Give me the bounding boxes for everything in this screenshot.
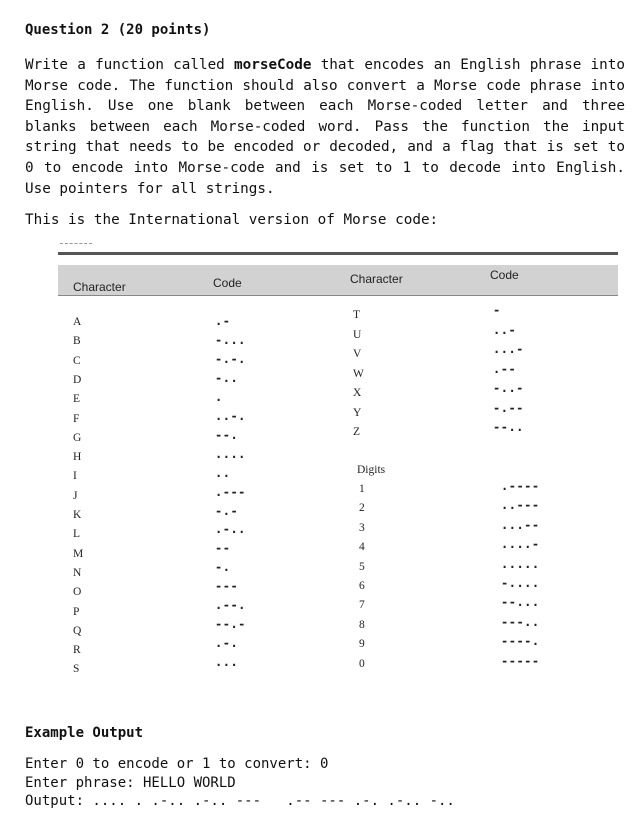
example-line-encode-prompt: Enter 0 to encode or 1 to convert: 0 bbox=[25, 756, 329, 772]
table-char-cell: N bbox=[73, 566, 82, 579]
table-char-cell: 6 bbox=[359, 580, 365, 592]
example-line-output: Output: .... . .-.. .-.. --- .-- --- .-. .-.. -.. bbox=[25, 793, 455, 809]
table-code-cell: - bbox=[493, 303, 501, 317]
question-prompt bbox=[25, 55, 625, 199]
table-char-cell: U bbox=[353, 328, 362, 341]
table-char-cell: 0 bbox=[359, 657, 365, 670]
table-char-cell: Q bbox=[73, 624, 82, 637]
header-character-right: Character bbox=[350, 272, 403, 286]
table-char-cell: 4 bbox=[359, 541, 365, 554]
table-code-cell: . bbox=[215, 389, 223, 404]
table-char-cell: T bbox=[353, 309, 361, 321]
question-heading: Question 2 (20 points) bbox=[25, 22, 211, 38]
table-char-cell: 3 bbox=[359, 521, 365, 534]
function-name: morseCode bbox=[234, 57, 312, 73]
table-code-cell: ...- bbox=[493, 342, 524, 356]
header-character-left: Character bbox=[73, 280, 126, 294]
table-code-cell: .-. bbox=[215, 636, 239, 651]
table-char-cell: D bbox=[73, 373, 82, 386]
table-char-cell: K bbox=[73, 509, 82, 521]
table-char-cell: 8 bbox=[359, 618, 365, 631]
table-code-cell: .... bbox=[215, 446, 246, 461]
table-char-cell: O bbox=[73, 586, 82, 599]
table-code-cell: ..-. bbox=[215, 408, 246, 423]
table-char-cell: E bbox=[73, 393, 81, 406]
table-char-cell: A bbox=[73, 316, 82, 328]
table-code-cell: ..--- bbox=[501, 498, 540, 513]
table-header-rule bbox=[58, 295, 618, 296]
table-char-cell: S bbox=[73, 663, 80, 676]
table-code-cell: ..... bbox=[501, 556, 540, 571]
table-char-cell: V bbox=[353, 348, 362, 360]
digits-label: Digits bbox=[357, 464, 386, 476]
table-top-rule bbox=[58, 252, 618, 255]
table-code-cell: .-.. bbox=[215, 522, 246, 537]
table-char-cell: G bbox=[73, 431, 82, 444]
table-char-cell: W bbox=[353, 367, 364, 380]
table-code-cell: -- bbox=[215, 541, 231, 556]
prompt-intro-text: Write a function called bbox=[25, 57, 235, 73]
table-char-cell: 2 bbox=[359, 502, 365, 515]
table-code-cell: -. bbox=[215, 560, 231, 575]
table-char-cell: 5 bbox=[359, 560, 365, 573]
table-char-cell: B bbox=[73, 335, 81, 348]
table-code-cell: --.- bbox=[215, 617, 246, 632]
table-char-cell: 9 bbox=[359, 638, 365, 651]
prompt-body-text: that encodes an English phrase into Morse code. The function should also convert a Morse code phrase into English. Use one blank between each Morse-coded letter and three blanks between each Morse-coded word. Pass the function the input string that needs to be encoded or decoded, and a flag that is set to 0 to encode into Morse-code and is set to 1 to decode into English. Use pointers for all strings. bbox=[25, 57, 625, 197]
table-code-cell: --- bbox=[215, 579, 239, 594]
scan-mark bbox=[60, 243, 92, 244]
table-code-cell: ----- bbox=[501, 653, 540, 668]
morse-code-table bbox=[58, 240, 618, 690]
table-char-cell: R bbox=[73, 644, 81, 657]
table-char-cell: X bbox=[353, 387, 362, 399]
table-code-cell: ---.. bbox=[501, 614, 540, 629]
table-header-band bbox=[58, 265, 618, 295]
example-line-phrase: Enter phrase: HELLO WORLD bbox=[25, 775, 236, 791]
table-code-cell: .-- bbox=[493, 361, 517, 376]
table-code-cell: --... bbox=[501, 595, 540, 610]
example-output-title: Example Output bbox=[25, 725, 144, 741]
table-char-cell: L bbox=[73, 528, 81, 541]
table-code-cell: --.. bbox=[493, 420, 524, 434]
table-code-cell: ----. bbox=[501, 634, 540, 649]
table-char-cell: C bbox=[73, 354, 81, 367]
table-char-cell: Z bbox=[353, 426, 361, 438]
table-code-cell: ...-- bbox=[501, 517, 540, 532]
table-code-cell: .--. bbox=[215, 598, 246, 613]
table-code-cell: ....- bbox=[501, 537, 540, 552]
table-code-cell: -.-- bbox=[493, 400, 524, 415]
table-code-cell: .- bbox=[215, 314, 231, 328]
table-code-cell: -..- bbox=[493, 381, 524, 395]
table-code-cell: --. bbox=[215, 427, 239, 442]
table-char-cell: 1 bbox=[359, 483, 365, 495]
table-char-cell: P bbox=[73, 605, 80, 618]
header-code-right: Code bbox=[490, 268, 519, 282]
table-code-cell: -.... bbox=[501, 576, 540, 590]
table-char-cell: I bbox=[73, 470, 77, 483]
table-code-cell: .. bbox=[215, 465, 231, 480]
table-char-cell: F bbox=[73, 412, 80, 425]
table-intro: This is the International version of Morse code: bbox=[25, 212, 439, 228]
table-code-cell: .--- bbox=[215, 484, 246, 499]
table-char-cell: 7 bbox=[359, 599, 365, 612]
header-code-left: Code bbox=[213, 276, 242, 290]
table-code-cell: -.- bbox=[215, 503, 239, 518]
table-code-cell: -... bbox=[215, 332, 246, 347]
table-char-cell: Y bbox=[353, 406, 362, 419]
table-char-cell: H bbox=[73, 451, 82, 464]
table-char-cell: M bbox=[73, 547, 84, 560]
table-code-cell: .---- bbox=[501, 479, 540, 493]
table-code-cell: -.. bbox=[215, 370, 239, 385]
table-char-cell: J bbox=[73, 489, 78, 502]
table-code-cell: -.-. bbox=[215, 351, 246, 366]
table-code-cell: ... bbox=[215, 655, 239, 670]
table-code-cell: ..- bbox=[493, 322, 517, 337]
